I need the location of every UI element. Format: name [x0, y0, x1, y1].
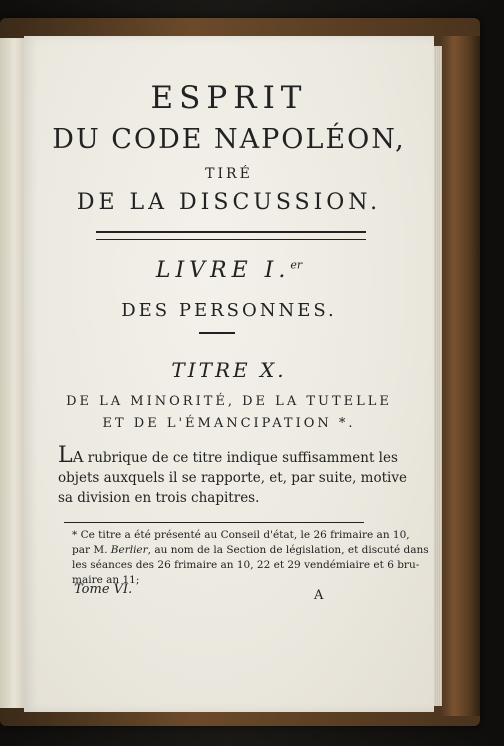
footnote-rule	[64, 522, 364, 523]
book-page	[24, 36, 434, 712]
livre-title: DES PERSONNES.	[121, 300, 337, 321]
livre-heading	[24, 258, 434, 283]
footnote-line-2-a: par M.	[72, 544, 111, 556]
titre-subheading-line2: ET DE L'ÉMANCIPATION *.	[102, 416, 356, 431]
book-spine	[440, 36, 480, 716]
footnote-line-4: maire an 11;	[72, 574, 140, 586]
livre-label: LIVRE I.	[155, 258, 291, 283]
signature-mark: A	[314, 588, 324, 603]
title-line-code-napoleon: DU CODE NAPOLÉON,	[52, 124, 406, 155]
titre-heading: TITRE X.	[171, 358, 287, 382]
body-line-3: sa division en trois chapitres.	[58, 490, 260, 506]
title-line-discussion: DE LA DISCUSSION.	[76, 190, 382, 215]
facing-page-edge	[0, 38, 25, 708]
short-rule-divider	[199, 332, 235, 334]
footnote-author-name: Berlier	[110, 544, 148, 556]
body-line-2: objets auxquels il se rapporte, et, par suite, motive	[58, 470, 407, 486]
double-rule-divider	[96, 231, 366, 240]
titre-subheading-line1: DE LA MINORITÉ, DE LA TUTELLE	[66, 394, 392, 409]
footnote-line-2	[72, 543, 429, 558]
footnote-line-1: * Ce titre a été présenté au Conseil d'état, le 26 frimaire an 10,	[72, 529, 410, 541]
tome-label: Tome VI.	[74, 582, 133, 597]
body-paragraph	[58, 443, 407, 508]
drop-initial: La	[58, 443, 84, 468]
footnote-line-3: les séances des 26 frimaire an 10, 22 et 29 vendémiaire et 6 bru-	[72, 559, 420, 571]
body-line-1-text: rubrique de ce titre indique suffisamment les	[83, 450, 398, 466]
footnote	[72, 528, 429, 588]
title-line-esprit: ESPRIT	[150, 80, 308, 116]
title-line-tire: TIRÉ	[205, 166, 253, 182]
footnote-line-2-b: , au nom de la Section de législation, et discuté dans	[147, 544, 429, 556]
body-line-1	[58, 443, 398, 468]
livre-superscript: er	[290, 258, 303, 272]
